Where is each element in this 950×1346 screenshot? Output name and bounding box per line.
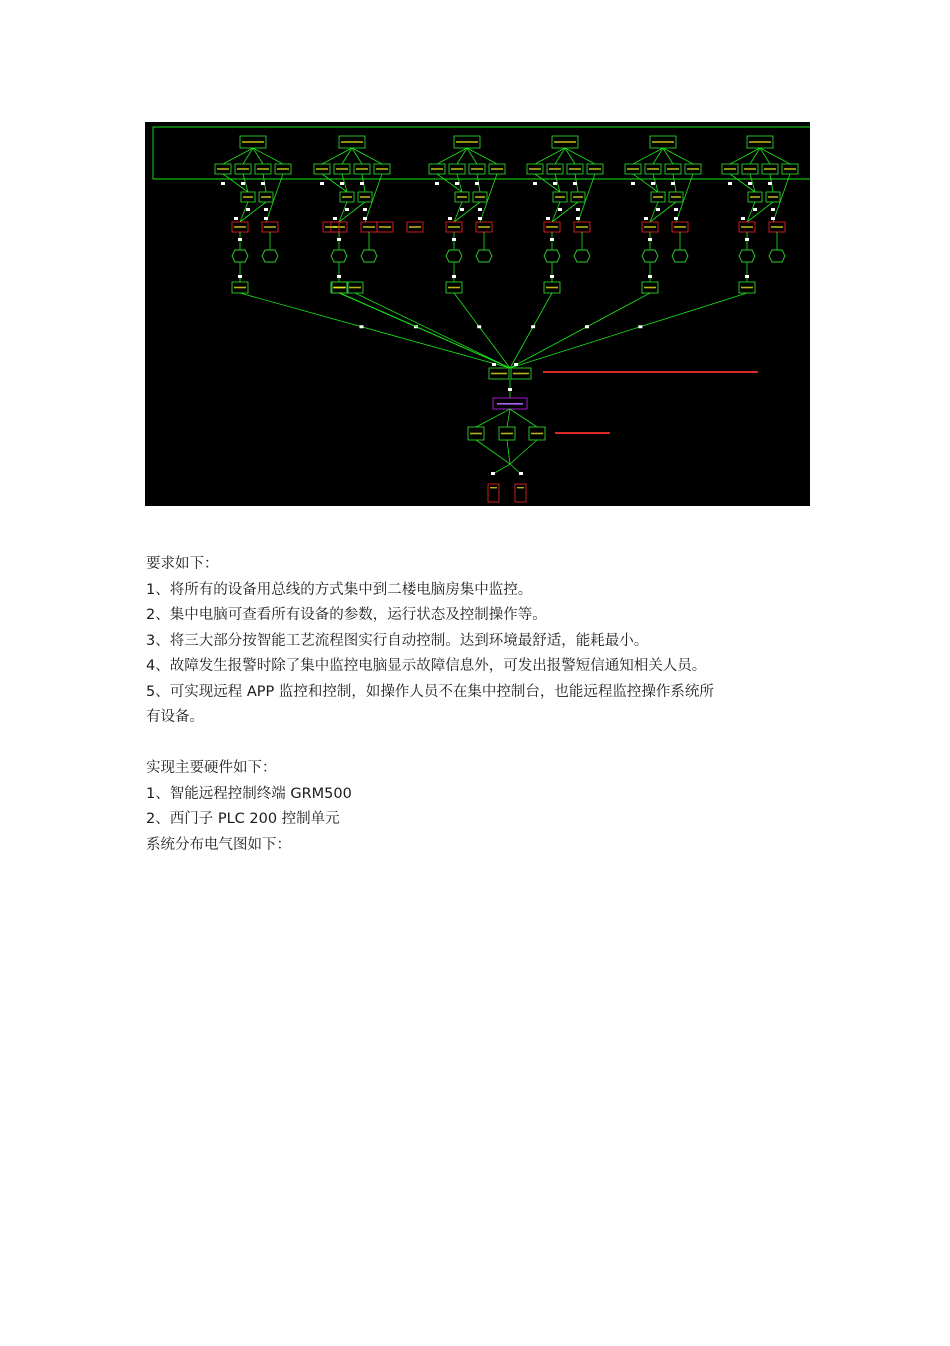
terminal-marker bbox=[478, 208, 482, 211]
terminal-marker bbox=[576, 208, 580, 211]
device-label-mark bbox=[336, 168, 348, 170]
terminal-marker bbox=[320, 182, 324, 185]
top-bus-frame bbox=[153, 127, 810, 179]
terminal-marker bbox=[519, 472, 523, 475]
terminal-marker bbox=[748, 182, 752, 185]
device-label-mark bbox=[456, 141, 478, 143]
bus-line bbox=[476, 409, 510, 427]
electrical-diagram-svg bbox=[145, 122, 810, 506]
requirement-item: 1、将所有的设备用总线的方式集中到二楼电脑房集中监控。 bbox=[146, 581, 533, 598]
device-label-mark bbox=[647, 168, 659, 170]
device-label-mark bbox=[513, 373, 529, 375]
bus-line bbox=[266, 174, 283, 222]
device-label-mark bbox=[234, 226, 246, 228]
device-label-mark bbox=[342, 196, 352, 198]
terminal-marker bbox=[460, 208, 464, 211]
terminal-marker bbox=[360, 182, 364, 185]
device-label-mark bbox=[217, 168, 229, 170]
terminal-marker bbox=[674, 208, 678, 211]
terminal-marker bbox=[241, 182, 245, 185]
hardware-item: 1、智能远程控制终端 GRM500 bbox=[146, 785, 352, 802]
terminal-marker bbox=[550, 275, 554, 278]
device-label-mark bbox=[749, 141, 771, 143]
device-label-mark bbox=[644, 226, 656, 228]
device-label-mark bbox=[334, 287, 346, 289]
device-label-mark bbox=[478, 226, 490, 228]
note-text-mark bbox=[543, 371, 758, 373]
device-label-mark bbox=[491, 168, 503, 170]
terminal-marker bbox=[648, 275, 652, 278]
branch-line bbox=[663, 148, 693, 164]
valve-shape bbox=[642, 250, 658, 262]
paragraph-gap bbox=[146, 731, 816, 757]
device-label-mark bbox=[671, 196, 681, 198]
terminal-marker bbox=[546, 217, 550, 220]
requirement-item: 5、可实现远程 APP 监控和控制，如操作人员不在集中控制台，也能远程监控操作系统所 bbox=[146, 683, 714, 700]
terminal-marker bbox=[674, 217, 678, 220]
device-label-mark bbox=[470, 433, 482, 435]
terminal-marker bbox=[452, 238, 456, 241]
terminal-marker bbox=[753, 208, 757, 211]
terminal-marker bbox=[238, 275, 242, 278]
valve-shape bbox=[331, 250, 347, 262]
terminal-marker bbox=[455, 182, 459, 185]
terminal-marker bbox=[533, 182, 537, 185]
terminal-marker bbox=[553, 182, 557, 185]
device-label-mark bbox=[644, 287, 656, 289]
terminal-marker bbox=[648, 238, 652, 241]
branch-line bbox=[322, 148, 352, 164]
trunk-line bbox=[454, 293, 510, 368]
valve-shape bbox=[476, 250, 492, 262]
hardware-item: 2、西门子 PLC 200 控制单元 bbox=[146, 811, 340, 827]
trunk-line bbox=[340, 293, 510, 368]
note-text-mark bbox=[555, 432, 610, 434]
device-label-mark bbox=[451, 168, 463, 170]
terminal-marker bbox=[651, 182, 655, 185]
device-label-mark bbox=[491, 373, 507, 375]
device-label-mark bbox=[356, 168, 368, 170]
terminal-marker bbox=[238, 238, 242, 241]
terminal-marker bbox=[475, 182, 479, 185]
requirement-item: 3、将三大部分按智能工艺流程图实行自动控制。达到环境最舒适，能耗最小。 bbox=[146, 632, 649, 649]
terminal-marker bbox=[261, 182, 265, 185]
valve-shape bbox=[672, 250, 688, 262]
branch-line bbox=[730, 148, 760, 164]
terminal-marker bbox=[771, 217, 775, 220]
valve-shape bbox=[739, 250, 755, 262]
terminal-marker bbox=[234, 217, 238, 220]
device-label-mark bbox=[517, 487, 524, 488]
terminal-marker bbox=[771, 208, 775, 211]
tank-box bbox=[488, 484, 499, 502]
device-label-mark bbox=[573, 196, 583, 198]
requirements-heading: 要求如下： bbox=[146, 556, 219, 572]
device-label-mark bbox=[750, 196, 760, 198]
terminal-marker bbox=[340, 182, 344, 185]
device-label-mark bbox=[764, 168, 776, 170]
device-label-mark bbox=[316, 168, 328, 170]
device-label-mark bbox=[687, 168, 699, 170]
hub-label-mark bbox=[497, 403, 523, 405]
device-label-mark bbox=[529, 168, 541, 170]
terminal-marker bbox=[531, 325, 535, 328]
device-label-mark bbox=[771, 226, 783, 228]
branch-line bbox=[467, 148, 497, 164]
device-label-mark bbox=[667, 168, 679, 170]
terminal-marker bbox=[638, 325, 642, 328]
terminal-marker bbox=[478, 217, 482, 220]
terminal-marker bbox=[333, 217, 337, 220]
terminal-marker bbox=[452, 275, 456, 278]
bus-line bbox=[578, 174, 595, 222]
branch-line bbox=[633, 148, 663, 164]
branch-line bbox=[253, 148, 283, 164]
valve-shape bbox=[232, 250, 248, 262]
terminal-marker bbox=[492, 363, 496, 366]
trunk-line bbox=[355, 293, 510, 368]
device-label-mark bbox=[724, 168, 736, 170]
device-label-mark bbox=[501, 433, 513, 435]
trunk-line bbox=[240, 293, 510, 368]
terminal-marker bbox=[728, 182, 732, 185]
device-label-mark bbox=[431, 168, 443, 170]
branch-line bbox=[535, 148, 565, 164]
device-label-mark bbox=[549, 168, 561, 170]
branch-line bbox=[352, 148, 382, 164]
closing-line: 系统分布电气图如下： bbox=[146, 836, 291, 853]
requirement-item: 4、故障发生报警时除了集中监控电脑显示故障信息外，可发出报警短信通知相关人员。 bbox=[146, 658, 707, 674]
document-body bbox=[146, 552, 816, 858]
terminal-marker bbox=[671, 182, 675, 185]
terminal-marker bbox=[514, 363, 518, 366]
device-label-mark bbox=[475, 196, 485, 198]
device-label-mark bbox=[376, 168, 388, 170]
terminal-marker bbox=[337, 238, 341, 241]
system-distribution-diagram bbox=[145, 122, 810, 506]
device-label-mark bbox=[490, 487, 497, 488]
bus-line bbox=[365, 174, 382, 222]
requirement-item-continued: 有设备。 bbox=[146, 709, 204, 725]
bus-line bbox=[773, 174, 790, 222]
device-label-mark bbox=[546, 226, 558, 228]
terminal-marker bbox=[644, 217, 648, 220]
device-label-mark bbox=[554, 141, 576, 143]
terminal-marker bbox=[745, 238, 749, 241]
branch-line bbox=[565, 148, 595, 164]
device-label-mark bbox=[471, 168, 483, 170]
bus-line bbox=[476, 440, 510, 464]
terminal-marker bbox=[508, 388, 512, 391]
terminal-marker bbox=[491, 472, 495, 475]
device-label-mark bbox=[325, 226, 337, 228]
device-label-mark bbox=[741, 287, 753, 289]
terminal-marker bbox=[768, 182, 772, 185]
device-label-mark bbox=[234, 287, 246, 289]
terminal-marker bbox=[448, 217, 452, 220]
device-label-mark bbox=[363, 226, 375, 228]
bus-line bbox=[507, 440, 510, 464]
terminal-marker bbox=[264, 208, 268, 211]
bus-line bbox=[676, 174, 693, 222]
device-label-mark bbox=[744, 168, 756, 170]
bus-line bbox=[510, 440, 537, 464]
device-label-mark bbox=[652, 141, 674, 143]
device-label-mark bbox=[257, 168, 269, 170]
terminal-marker bbox=[246, 208, 250, 211]
device-label-mark bbox=[277, 168, 289, 170]
valve-shape bbox=[361, 250, 377, 262]
terminal-marker bbox=[363, 217, 367, 220]
device-label-mark bbox=[768, 196, 778, 198]
device-label-mark bbox=[341, 141, 363, 143]
bus-line bbox=[493, 464, 510, 474]
device-label-mark bbox=[674, 226, 686, 228]
terminal-marker bbox=[477, 325, 481, 328]
device-label-mark bbox=[457, 196, 467, 198]
terminal-marker bbox=[741, 217, 745, 220]
bus-line bbox=[510, 409, 537, 427]
device-label-mark bbox=[360, 196, 370, 198]
device-label-mark bbox=[448, 287, 460, 289]
valve-shape bbox=[446, 250, 462, 262]
terminal-marker bbox=[558, 208, 562, 211]
tank-box bbox=[515, 484, 526, 502]
device-label-mark bbox=[555, 196, 565, 198]
device-label-mark bbox=[741, 226, 753, 228]
terminal-marker bbox=[221, 182, 225, 185]
terminal-marker bbox=[337, 275, 341, 278]
terminal-marker bbox=[745, 275, 749, 278]
terminal-marker bbox=[360, 325, 364, 328]
device-label-mark bbox=[576, 226, 588, 228]
branch-line bbox=[760, 148, 790, 164]
device-label-mark bbox=[261, 196, 271, 198]
device-label-mark bbox=[627, 168, 639, 170]
valve-shape bbox=[544, 250, 560, 262]
device-label-mark bbox=[531, 433, 543, 435]
device-label-mark bbox=[653, 196, 663, 198]
device-label-mark bbox=[784, 168, 796, 170]
terminal-marker bbox=[631, 182, 635, 185]
hardware-heading: 实现主要硬件如下： bbox=[146, 760, 277, 776]
branch-line bbox=[437, 148, 467, 164]
valve-shape bbox=[262, 250, 278, 262]
terminal-marker bbox=[550, 238, 554, 241]
device-label-mark bbox=[349, 287, 361, 289]
terminal-marker bbox=[264, 217, 268, 220]
device-label-mark bbox=[448, 226, 460, 228]
bus-line bbox=[480, 174, 497, 222]
device-label-mark bbox=[264, 226, 276, 228]
terminal-marker bbox=[363, 208, 367, 211]
bus-line bbox=[507, 409, 510, 427]
terminal-marker bbox=[576, 217, 580, 220]
terminal-marker bbox=[585, 325, 589, 328]
device-label-mark bbox=[589, 168, 601, 170]
terminal-marker bbox=[573, 182, 577, 185]
device-label-mark bbox=[409, 226, 421, 228]
device-label-mark bbox=[243, 196, 253, 198]
terminal-marker bbox=[435, 182, 439, 185]
valve-shape bbox=[574, 250, 590, 262]
device-label-mark bbox=[237, 168, 249, 170]
device-label-mark bbox=[379, 226, 391, 228]
device-label-mark bbox=[546, 287, 558, 289]
terminal-marker bbox=[656, 208, 660, 211]
terminal-marker bbox=[345, 208, 349, 211]
requirement-item: 2、集中电脑可查看所有设备的参数，运行状态及控制操作等。 bbox=[146, 607, 547, 623]
branch-line bbox=[223, 148, 253, 164]
device-label-mark bbox=[242, 141, 264, 143]
valve-shape bbox=[769, 250, 785, 262]
device-label-mark bbox=[569, 168, 581, 170]
